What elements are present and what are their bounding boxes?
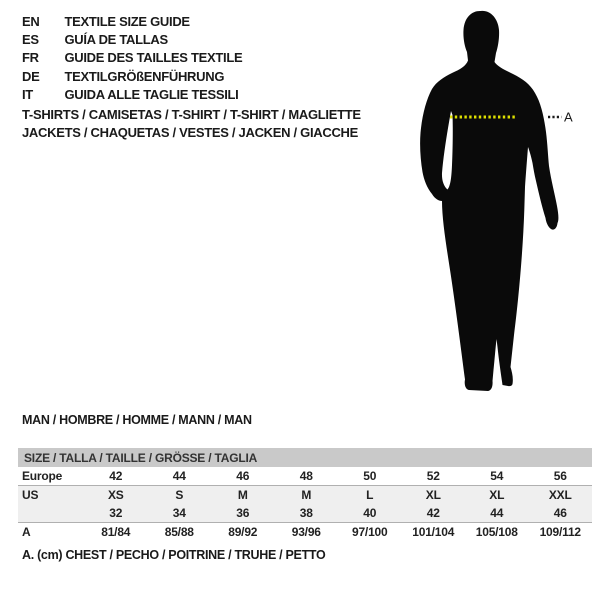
size-cell: 38 <box>275 504 339 523</box>
size-cell: 105/108 <box>475 525 518 539</box>
language-title: TEXTILE SIZE GUIDE <box>64 14 190 29</box>
language-code: DE <box>22 68 40 84</box>
size-cell: 56 <box>529 467 593 486</box>
language-row-en <box>22 13 242 31</box>
language-title: TEXTILGRÖßENFÜHRUNG <box>64 68 225 84</box>
size-table-header-row <box>18 448 592 467</box>
language-code: FR <box>22 50 39 66</box>
man-silhouette-shape <box>420 11 558 391</box>
language-title: GUIDE DES TAILLES TEXTILE <box>64 50 243 66</box>
table-row-us <box>18 486 592 505</box>
category-line-jackets: JACKETS / CHAQUETAS / VESTES / JACKEN / GIACCHE <box>22 125 358 141</box>
size-cell: 46 <box>529 504 593 523</box>
size-cell: S <box>175 488 184 502</box>
size-cell: 50 <box>338 467 402 486</box>
size-cell: 89/92 <box>228 525 258 539</box>
size-cell: 42 <box>84 467 148 486</box>
table-row-europe <box>18 467 592 486</box>
size-table-header: SIZE / TALLA / TAILLE / GRÖSSE / TAGLIA <box>18 448 592 467</box>
size-cell: 44 <box>148 467 212 486</box>
size-cell: 44 <box>465 504 529 523</box>
size-cell: 85/88 <box>164 525 194 539</box>
language-row-de <box>22 68 242 86</box>
gender-heading: MAN / HOMBRE / HOMME / MANN / MAN <box>22 413 252 427</box>
size-cell: 40 <box>338 504 402 523</box>
size-cell: 97/100 <box>351 525 388 539</box>
language-row-es <box>22 31 242 49</box>
language-row-it <box>22 86 242 104</box>
man-silhouette-figure <box>398 5 573 395</box>
size-cell: 46 <box>211 467 275 486</box>
size-cell: 81/84 <box>101 525 131 539</box>
language-code: ES <box>22 32 39 48</box>
size-cell: 48 <box>275 467 339 486</box>
table-row-chest-a <box>18 523 592 542</box>
measurement-footnote: A. (cm) CHEST / PECHO / POITRINE / TRUHE / PETTO <box>22 548 326 562</box>
size-cell: 36 <box>211 504 275 523</box>
row-label: US <box>22 488 39 502</box>
category-lines <box>22 106 361 142</box>
size-cell: 32 <box>84 504 148 523</box>
table-row-us-numeric <box>18 504 592 523</box>
language-row-fr <box>22 49 242 67</box>
row-label: Europe <box>18 467 84 486</box>
row-label <box>18 504 84 523</box>
size-cell: 109/112 <box>539 525 581 539</box>
size-cell: XL <box>425 488 441 502</box>
language-title: GUIDA ALLE TAGLIE TESSILI <box>64 86 239 102</box>
language-code: IT <box>22 86 33 102</box>
language-list <box>22 13 242 104</box>
size-table <box>18 448 592 541</box>
size-cell: 34 <box>148 504 212 523</box>
language-code: EN <box>22 14 40 29</box>
size-cell: XXL <box>548 488 572 502</box>
size-cell: M <box>237 488 248 502</box>
size-cell: 52 <box>402 467 466 486</box>
size-cell: XS <box>107 488 124 502</box>
size-cell: XL <box>489 488 505 502</box>
size-cell: L <box>366 488 374 502</box>
category-line-tshirts: T-SHIRTS / CAMISETAS / T-SHIRT / T-SHIRT / MAGLIETTE <box>22 107 361 122</box>
size-cell: 54 <box>465 467 529 486</box>
language-title: GUÍA DE TALLAS <box>64 32 168 48</box>
size-cell: 93/96 <box>291 525 321 539</box>
size-cell: M <box>301 488 312 502</box>
size-cell: 42 <box>402 504 466 523</box>
row-label: A <box>22 525 31 539</box>
size-cell: 101/104 <box>412 525 455 539</box>
man-silhouette-svg <box>398 5 573 395</box>
chest-measure-label: A <box>564 109 573 125</box>
